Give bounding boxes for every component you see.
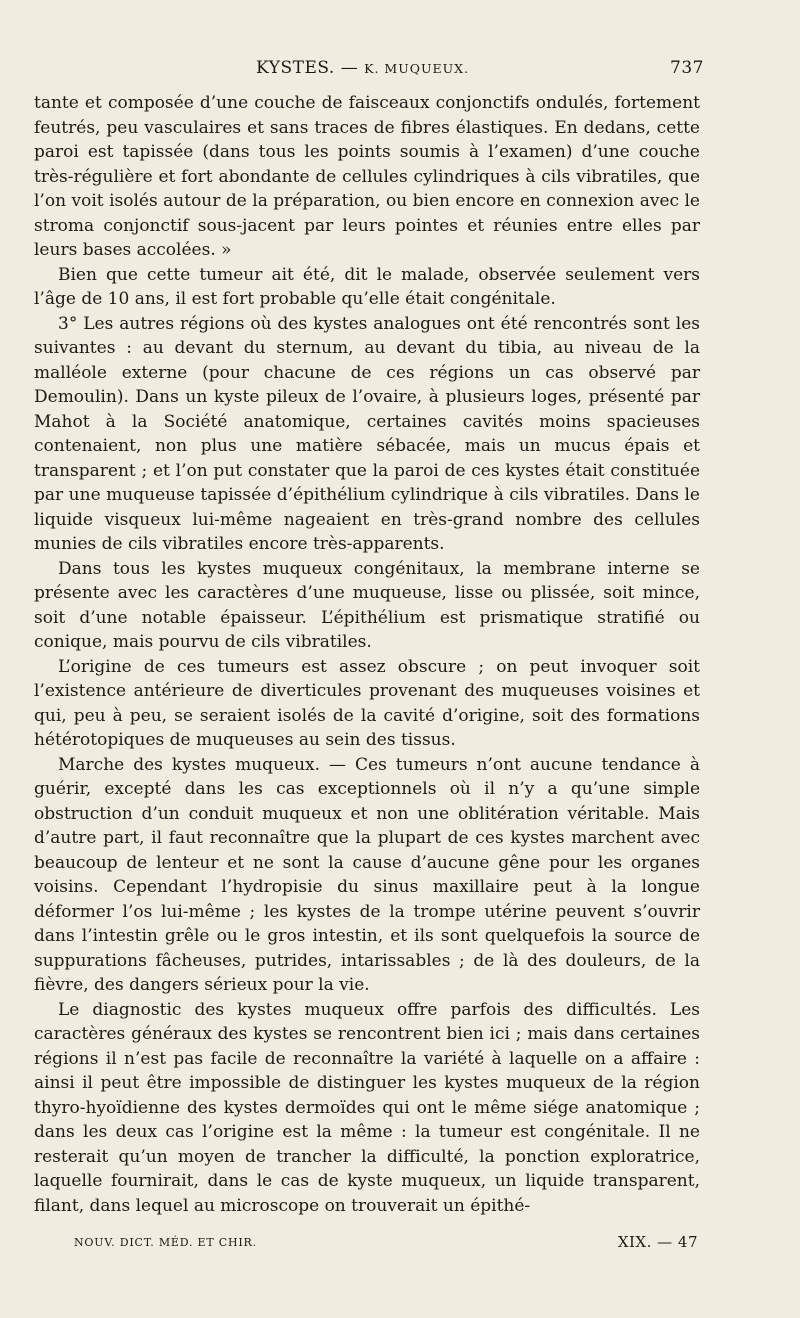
paragraph: Bien que cette tumeur ait été, dit le malade, observée seulement vers l’âge de 10 ans, il est fort probable qu’elle était congénitale.	[34, 264, 700, 309]
paragraph: 3° Les autres régions où des kystes analogues ont été rencontrés sont les suivantes : au devant du sternum, au devant du tibia, au niveau de la malléole externe (pour chacune de ces régions un cas observé par Demoulin). Dans un kyste pileux de l’ovaire, à plusieurs loges, présenté par Mahot à la Société anatomique, certaines cavités moins spacieuses contenaient, non plus une matière sébacée, mais un mucus épais et transparent ; et l’on put constater que la paroi de ces kystes était constituée par une muqueuse tapissée d’épithélium cylindrique à cils vibratiles. Dans le liquide visqueux lui-même nageaient en très-grand nombre des cellules munies de cils vibratiles encore très-apparents.	[34, 313, 700, 554]
footer-right: XIX. — 47	[617, 1233, 698, 1251]
paragraph: Le diagnostic des kystes muqueux offre parfois des difficultés. Les caractères généraux des kystes se rencontrent bien ici ; mais dans certaines régions il n’est pas facile de reconnaître la variété à laquelle on a affaire : ainsi il peut être impossible de distinguer les kystes muqueux de la région thyro-hyoïdienne des kystes dermoïdes qui ont le même siége anatomique ; dans les deux cas l’origine est la même : la tumeur est congénitale. Il ne resterait qu’un moyen de trancher la difficulté, la ponction exploratrice, laquelle fournirait, dans le cas de kyste muqueux, un liquide transparent, filant, dans lequel au microscope on trouverait un épithé-	[34, 999, 700, 1216]
header-title: KYSTES.	[256, 58, 335, 78]
paragraph: L’origine de ces tumeurs est assez obscure ; on peut invoquer soit l’existence antérieure de diverticules provenant des muqueuses voisines et qui, peu à peu, se seraient isolés de la cavité d’origine, soit des formations hétérotopiques de muqueuses au sein des tissus.	[34, 656, 700, 750]
running-title	[256, 58, 469, 78]
header-section: K. MUQUEUX.	[364, 61, 470, 76]
header-dash: —	[340, 58, 359, 78]
paragraph: Dans tous les kystes muqueux congénitaux, la membrane interne se présente avec les caractères d’une muqueuse, lisse ou plissée, soit mince, soit d’une notable épaisseur. L’épithélium est prismatique stratifié ou conique, mais pourvu de cils vibratiles.	[34, 558, 700, 652]
paragraph: Marche des kystes muqueux. — Ces tumeurs n’ont aucune tendance à guérir, excepté dans les cas exceptionnels où il n’y a qu’une simple obstruction d’un conduit muqueux et non une oblitération véritable. Mais d’autre part, il faut reconnaître que la plupart de ces kystes marchent avec beaucoup de lenteur et ne sont la cause d’aucune gêne pour les organes voisins. Cependant l’hydropisie du sinus maxillaire peut à la longue déformer l’os lui-même ; les kystes de la trompe utérine peuvent s’ouvrir dans l’intestin grêle ou le gros intestin, et ils sont quelquefois la source de suppurations fâcheuses, putrides, intarissables ; de là des douleurs, de la fièvre, des dangers sérieux pour la vie.	[34, 754, 700, 995]
footer-left: NOUV. DICT. MÉD. ET CHIR.	[74, 1236, 257, 1249]
body-text	[34, 91, 700, 1218]
page-number: 737	[670, 58, 704, 78]
paragraph: tante et composée d’une couche de faisceaux conjonctifs ondulés, fortement feutrés, peu vasculaires et sans traces de fibres élastiques. En dedans, cette paroi est tapissée (dans tous les points soumis à l’examen) d’une couche très-régulière et fort abondante de cellules cylindriques à cils vibratiles, que l’on voit isolés autour de la préparation, ou bien encore en connexion avec le stroma conjonctif sous-jacent par leurs pointes et réunies entre elles par leurs bases accolées. »	[34, 93, 700, 260]
running-header	[34, 58, 704, 88]
signature-footer	[74, 1233, 698, 1251]
